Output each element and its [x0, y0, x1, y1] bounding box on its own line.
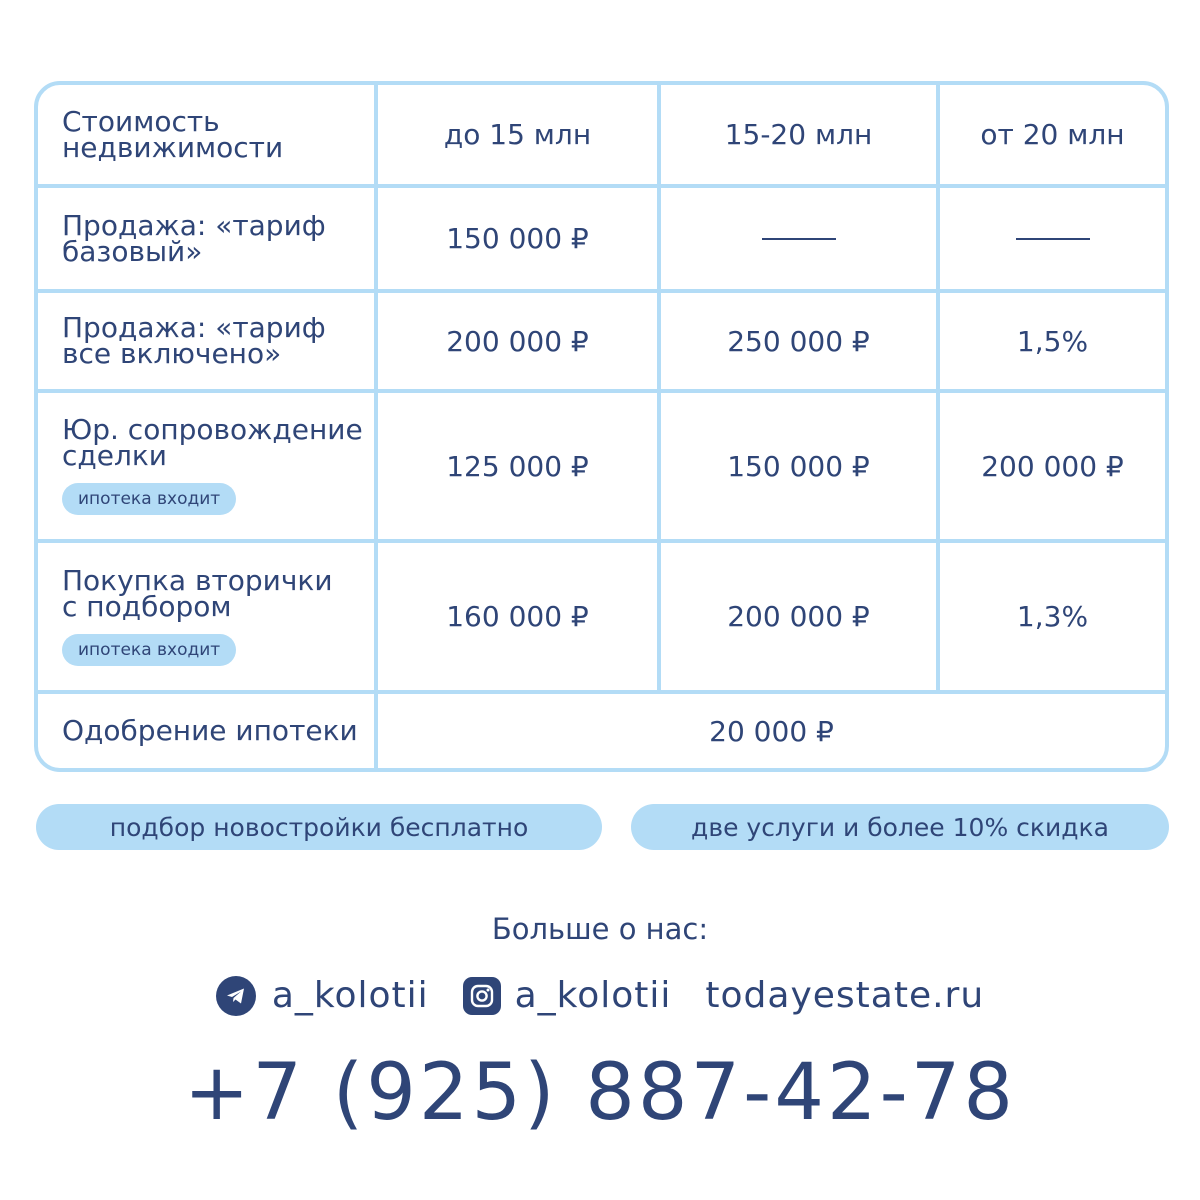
row-label: Продажа: «тариф все включено»: [62, 311, 326, 370]
table-cell-dash: [661, 188, 940, 293]
free-newbuild-pill: подбор новостройки бесплатно: [36, 804, 602, 850]
row-label-cell: [38, 393, 378, 543]
header-col-3: от 20 млн: [940, 85, 1165, 188]
discount-pill: две услуги и более 10% скидка: [631, 804, 1169, 850]
table-cell: 200 000 ₽: [661, 543, 940, 694]
row-label: Продажа: «тариф базовый»: [62, 208, 326, 268]
table-cell-dash: [940, 188, 1165, 293]
header-label-cell: [38, 85, 378, 188]
price-table: [34, 81, 1169, 772]
social-links: [0, 975, 1200, 1016]
phone-number[interactable]: +7 (925) 887-42-78: [184, 1048, 1016, 1138]
table-cell: 160 000 ₽: [378, 543, 661, 694]
telegram-icon: [216, 976, 256, 1016]
website-url: todayestate.ru: [705, 975, 985, 1016]
header-label: Стоимость недвижимости: [62, 104, 284, 164]
instagram-icon: [463, 977, 501, 1015]
header-col-1: до 15 млн: [378, 85, 661, 188]
header-col-2: 15-20 млн: [661, 85, 940, 188]
row-label: Юр. сопровождение сделки: [62, 413, 363, 472]
row-label-cell: [38, 188, 378, 293]
table-cell: 200 000 ₽: [378, 293, 661, 393]
mortgage-included-badge: ипотека входит: [62, 634, 236, 666]
dash-line: [1016, 238, 1090, 240]
price-grid: [38, 85, 1165, 768]
dash-line: [762, 238, 836, 240]
table-cell: 250 000 ₽: [661, 293, 940, 393]
row-label-cell: [38, 293, 378, 393]
more-about-us: Больше о нас:: [491, 912, 709, 946]
instagram-link[interactable]: [463, 975, 672, 1016]
table-cell: 200 000 ₽: [940, 393, 1165, 543]
table-cell: 125 000 ₽: [378, 393, 661, 543]
mortgage-included-badge: ипотека входит: [62, 483, 236, 515]
row-label-cell: [38, 543, 378, 694]
table-cell: 1,3%: [940, 543, 1165, 694]
mortgage-label-cell: [38, 694, 378, 768]
mortgage-label: Одобрение ипотеки: [62, 714, 358, 747]
table-cell: 150 000 ₽: [378, 188, 661, 293]
row-label: Покупка вторички с подбором: [62, 563, 333, 623]
table-cell: 150 000 ₽: [661, 393, 940, 543]
telegram-link[interactable]: [216, 975, 429, 1016]
mortgage-value: 20 000 ₽: [709, 714, 834, 748]
website-link[interactable]: [705, 975, 984, 1016]
table-cell: 1,5%: [940, 293, 1165, 393]
telegram-handle: a_kolotii: [271, 975, 429, 1016]
instagram-handle: a_kolotii: [514, 975, 672, 1016]
